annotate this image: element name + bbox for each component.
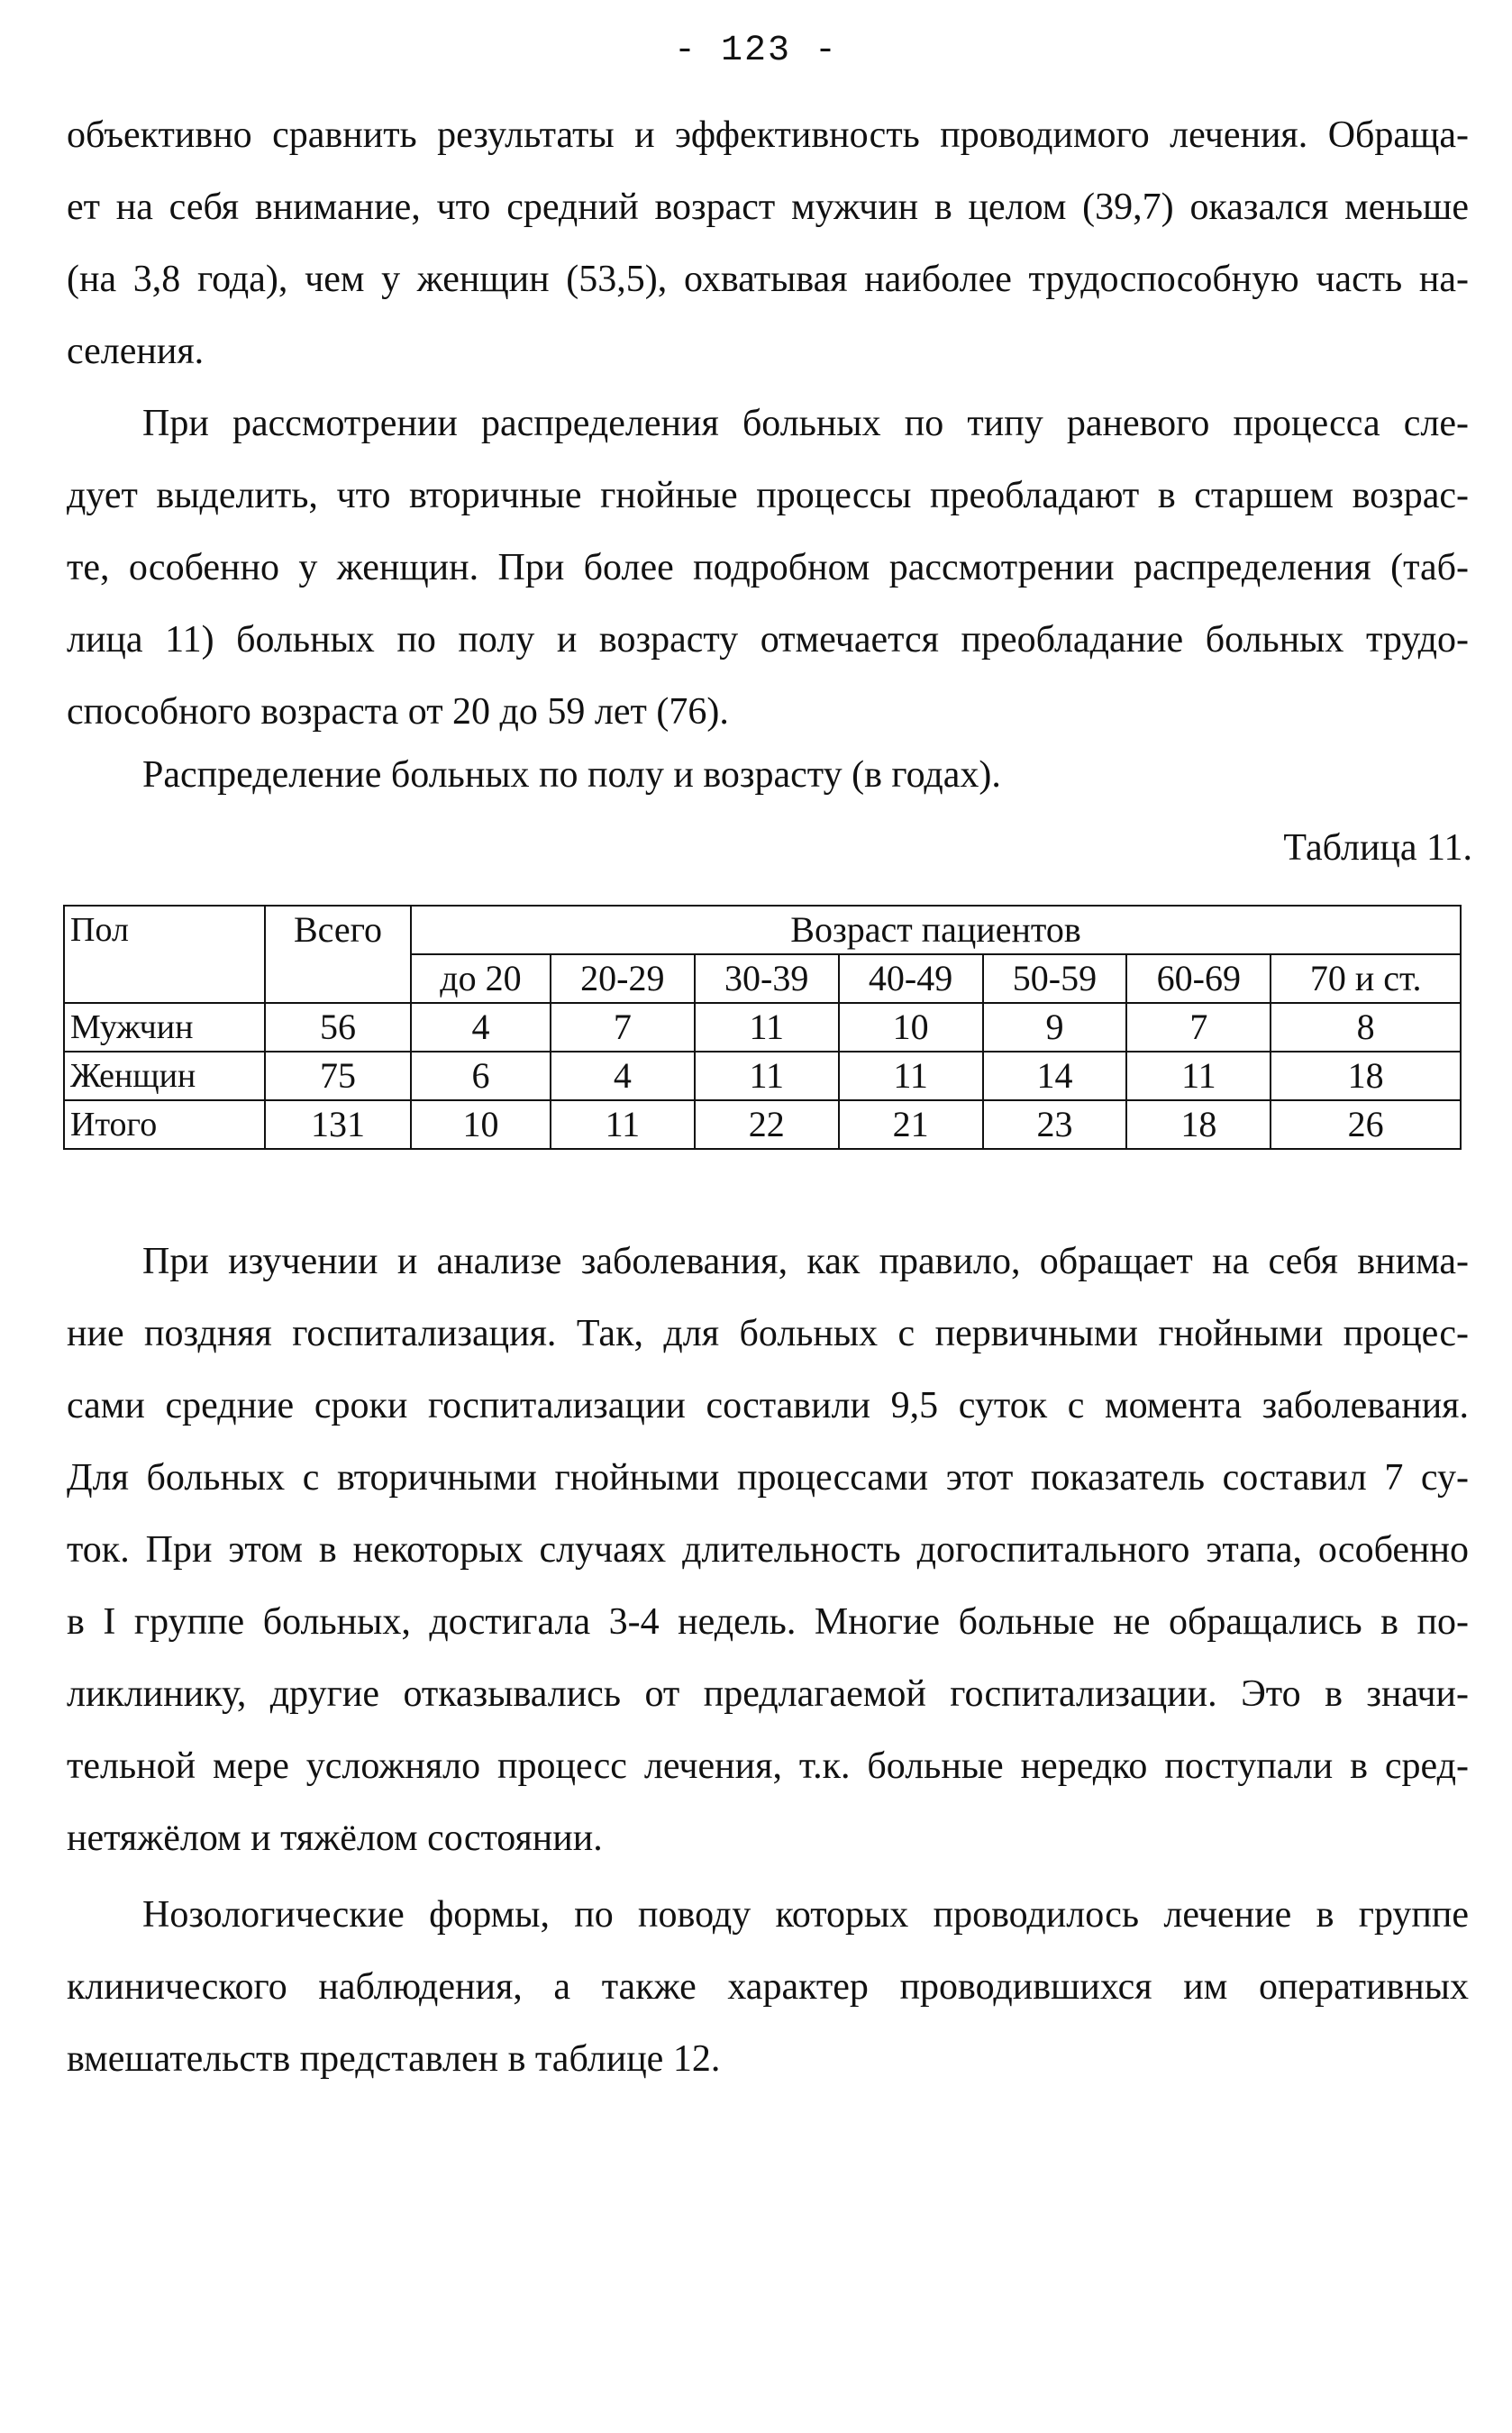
header-age-group: Возраст пациентов	[411, 906, 1461, 954]
paragraph-3	[67, 1226, 1469, 1874]
header-total: Всего	[265, 906, 411, 1003]
row-label: Итого	[64, 1100, 265, 1149]
table-cell: 4	[411, 1003, 551, 1052]
age-column-header: 30-39	[695, 954, 839, 1003]
text-line: ет на себя внимание, что средний возраст мужчин в целом (39,7) оказался меньше	[67, 187, 1469, 228]
header-sex: Пол	[64, 906, 265, 1003]
age-column-header: 40-49	[839, 954, 983, 1003]
paragraph-2	[67, 387, 1469, 748]
row-total: 56	[265, 1003, 411, 1052]
table-cell: 26	[1271, 1100, 1461, 1149]
text-line: сами средние сроки госпитализации составили 9,5 суток с момента заболевания.	[67, 1385, 1469, 1426]
table-row	[64, 1003, 1461, 1052]
table-cell: 23	[983, 1100, 1127, 1149]
table-row	[64, 1100, 1461, 1149]
table-cell: 11	[695, 1052, 839, 1100]
text-line: нетяжёлом и тяжёлом состоянии.	[67, 1818, 603, 1859]
text-line: способного возраста от 20 до 59 лет (76).	[67, 691, 729, 733]
paragraph-4	[67, 1879, 1469, 2095]
text-line: ток. При этом в некоторых случаях длительность догоспитального этапа, особенно	[67, 1529, 1469, 1571]
table-cell: 11	[1126, 1052, 1271, 1100]
text-line: При рассмотрении распределения больных по типу раневого процесса сле-	[142, 403, 1469, 444]
table-cell: 9	[983, 1003, 1127, 1052]
table-cell: 4	[551, 1052, 695, 1100]
age-column-header: 60-69	[1126, 954, 1271, 1003]
paragraph-1	[67, 99, 1469, 387]
text-line: дует выделить, что вторичные гнойные процессы преобладают в старшем возрас-	[67, 475, 1469, 516]
table-cell: 10	[839, 1003, 983, 1052]
table-cell: 11	[695, 1003, 839, 1052]
table-cell: 11	[839, 1052, 983, 1100]
text-line: ликлинику, другие отказывались от предлагаемой госпитализации. Это в значи-	[67, 1673, 1469, 1715]
text-line: тельной мере усложняло процесс лечения, т.к. больные нередко поступали в сред-	[67, 1745, 1469, 1787]
text-line: Для больных с вторичными гнойными процессами этот показатель составил 7 су-	[67, 1457, 1469, 1499]
text-line: клинического наблюдения, а также характер проводившихся им оперативных	[67, 1966, 1469, 2008]
table-cell: 18	[1126, 1100, 1271, 1149]
text-line: Нозологические формы, по поводу которых проводилось лечение в группе	[142, 1894, 1469, 1936]
age-column-header: 50-59	[983, 954, 1127, 1003]
text-line: те, особенно у женщин. При более подробном рассмотрении распределения (таб-	[67, 547, 1469, 588]
table-label: Таблица 11.	[1283, 827, 1472, 869]
table-cell: 7	[1126, 1003, 1271, 1052]
text-line: объективно сравнить результаты и эффективность проводимого лечения. Обраща-	[67, 114, 1469, 156]
age-column-header: 20-29	[551, 954, 695, 1003]
table-row	[64, 1052, 1461, 1100]
table-cell: 7	[551, 1003, 695, 1052]
table-header-row	[64, 906, 1461, 954]
text-line: (на 3,8 года), чем у женщин (53,5), охватывая наиболее трудоспособную часть на-	[67, 259, 1469, 300]
age-sex-table	[63, 905, 1462, 1150]
table-caption: Распределение больных по полу и возрасту (в годах).	[142, 754, 1001, 796]
text-line: ние поздняя госпитализация. Так, для больных с первичными гнойными процес-	[67, 1313, 1469, 1354]
row-label: Мужчин	[64, 1003, 265, 1052]
text-line: вмешательств представлен в таблице 12.	[67, 2038, 721, 2080]
text-line: лица 11) больных по полу и возрасту отмечается преобладание больных трудо-	[67, 619, 1469, 661]
table-cell: 8	[1271, 1003, 1461, 1052]
text-line: селения.	[67, 331, 205, 372]
table-cell: 21	[839, 1100, 983, 1149]
text-line: в I группе больных, достигала 3-4 недель. Многие больные не обращались в по-	[67, 1601, 1469, 1643]
row-total: 75	[265, 1052, 411, 1100]
row-total: 131	[265, 1100, 411, 1149]
table-cell: 11	[551, 1100, 695, 1149]
table-cell: 6	[411, 1052, 551, 1100]
table-cell: 10	[411, 1100, 551, 1149]
table-cell: 22	[695, 1100, 839, 1149]
text-line: При изучении и анализе заболевания, как правило, обращает на себя внима-	[142, 1241, 1469, 1282]
age-column-header: до 20	[411, 954, 551, 1003]
page-number: - 123 -	[673, 31, 839, 71]
table-cell: 18	[1271, 1052, 1461, 1100]
table-cell: 14	[983, 1052, 1127, 1100]
age-column-header: 70 и ст.	[1271, 954, 1461, 1003]
row-label: Женщин	[64, 1052, 265, 1100]
